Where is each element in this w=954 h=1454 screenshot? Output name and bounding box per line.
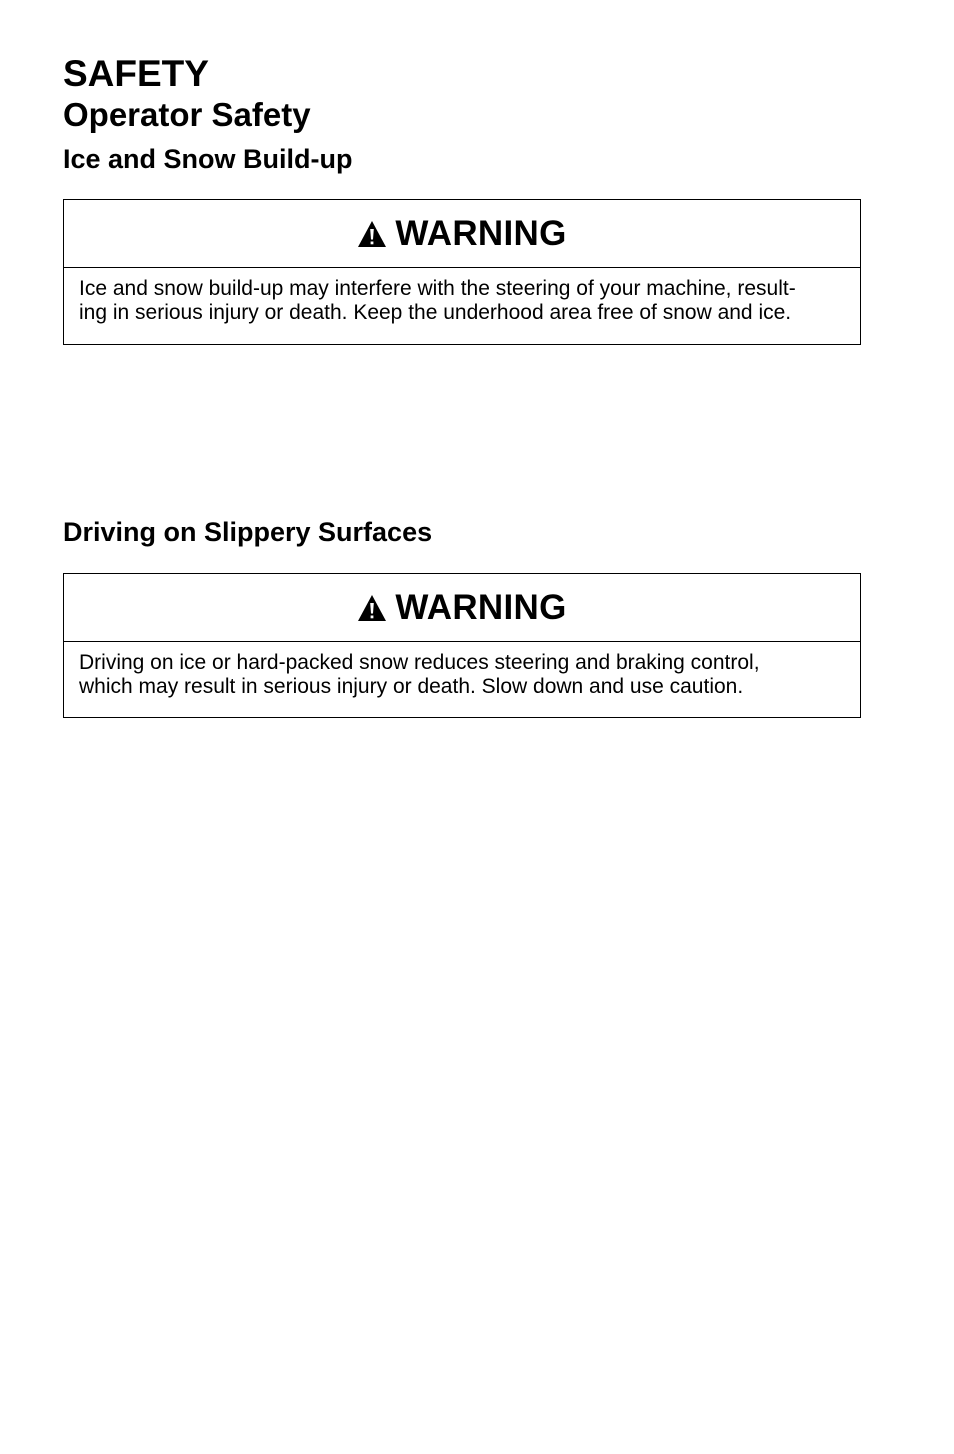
warning-text-line: Ice and snow build-up may interfere with the steering of your machine, result- [79, 277, 796, 300]
warning-text-line: ing in serious injury or death. Keep the underhood area free of snow and ice. [79, 301, 792, 324]
warning-body [64, 642, 860, 699]
page-subsection-title: Operator Safety [63, 96, 311, 133]
slippery-surfaces-heading: Driving on Slippery Surfaces [63, 517, 433, 547]
warning-label: WARNING [395, 213, 567, 253]
warning-text-line: Driving on ice or hard-packed snow reduces steering and braking control, [79, 651, 760, 674]
ice-snow-warning-box [63, 199, 861, 345]
warning-header [64, 574, 860, 642]
warning-triangle-icon [357, 594, 387, 622]
page-section-title: SAFETY [63, 53, 209, 94]
warning-body [64, 268, 860, 325]
warning-text-line: which may result in serious injury or death. Slow down and use caution. [79, 675, 744, 698]
slippery-surfaces-warning-box [63, 573, 861, 718]
warning-header [64, 200, 860, 268]
warning-label: WARNING [395, 587, 567, 627]
warning-triangle-icon [357, 220, 387, 248]
ice-snow-buildup-heading: Ice and Snow Build-up [63, 144, 353, 174]
